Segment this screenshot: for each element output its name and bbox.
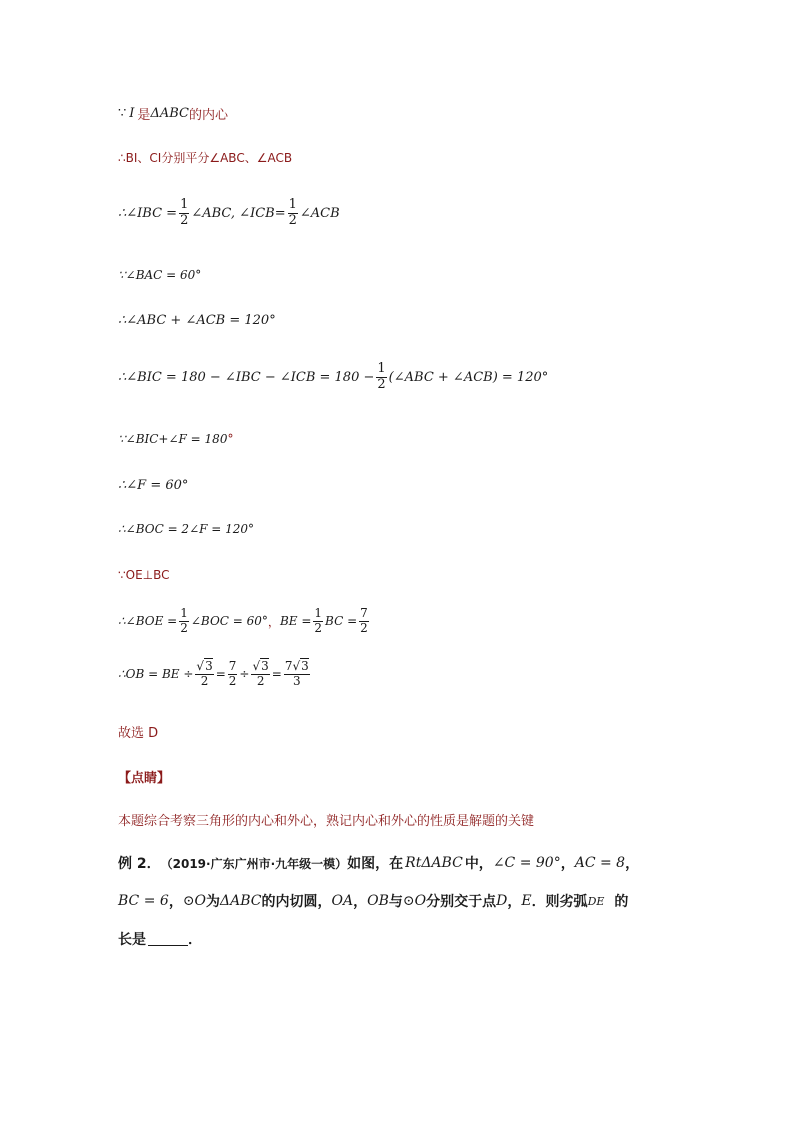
angle-c: ∠C = 90° (492, 855, 561, 871)
expr-pre: ∴∠BIC = 180 − ∠IBC − ∠ICB = 180 − (118, 369, 375, 385)
line-answer: 故选 D (118, 726, 159, 741)
text-as-shown: 如图，在 (347, 856, 404, 872)
line-incenter (118, 104, 228, 123)
example-line-2 (118, 891, 628, 911)
text-period: ． (188, 932, 202, 948)
expr-pre: ∴∠BOE = (118, 614, 178, 629)
example-line-3 (118, 929, 202, 949)
comma: ， (267, 614, 280, 629)
numerator: 1 (180, 606, 188, 620)
text-length-is: 长是 (118, 932, 146, 948)
triangle-abc: ΔABC (150, 106, 189, 121)
text-then-arc: ．则劣弧 (531, 894, 588, 910)
text-of: 的 (614, 894, 629, 910)
side-ac: AC = 8 (574, 855, 626, 871)
degree-symbol: ° (227, 432, 234, 446)
denominator: 2 (180, 620, 188, 635)
arc-de: DE (587, 894, 605, 908)
line-bic-f (118, 432, 233, 446)
denominator: 2 (377, 376, 386, 392)
fraction-half (376, 362, 386, 393)
radicand: 3 (205, 659, 213, 673)
equals-1: = (215, 667, 226, 682)
separator: ， (507, 894, 522, 910)
radicand: 3 (261, 659, 269, 673)
line-bac: ∵∠BAC = 60° (118, 268, 202, 282)
text-incenter: 的内心 (188, 108, 228, 123)
separator: ， (353, 894, 368, 910)
radicand: 3 (301, 659, 309, 673)
numerator: 1 (377, 361, 386, 376)
var-i: I (129, 106, 135, 121)
answer-blank[interactable] (148, 933, 188, 946)
divide: ÷ (239, 667, 250, 682)
denominator: 2 (256, 673, 265, 688)
expr-bc: BC = (325, 614, 358, 629)
circle-o-2: ⊙O (402, 893, 427, 909)
because-symbol: ∵ (118, 106, 127, 121)
line-perpendicular: ∵OE⊥BC (118, 568, 170, 582)
segment-ob: OB (367, 893, 389, 909)
fraction-3 (359, 607, 369, 636)
numerator-sqrt: √3 (196, 659, 213, 673)
text-intersect: 分别交于点 (426, 894, 497, 910)
expr-pre: ∴OB = BE ÷ (118, 667, 194, 682)
line-bisect: ∴BI、CI分别平分∠ABC、∠ACB (118, 151, 293, 165)
expr-be: BE = (279, 614, 312, 629)
point-d: D (496, 893, 508, 909)
numerator: 1 (180, 197, 189, 212)
denominator: 2 (200, 673, 209, 688)
text-is: 为 (206, 894, 221, 910)
separator: ， (625, 856, 640, 872)
expr-mid: ∠BOC = 60° (190, 614, 268, 629)
fraction-1 (179, 607, 189, 636)
numerator: 7 (360, 606, 368, 620)
expr-pre: ∴∠IBC = (118, 205, 178, 221)
line-f: ∴∠F = 60° (118, 478, 189, 493)
denominator: 2 (288, 212, 297, 228)
fraction-7-over-2 (228, 660, 238, 689)
triangle-abc: ΔABC (220, 893, 262, 909)
line-boc: ∴∠BOC = 2∠F = 120° (118, 522, 255, 536)
expr-post: (∠ABC + ∠ACB) = 120° (388, 369, 549, 385)
point-e: E (521, 893, 532, 909)
fraction-2 (313, 607, 323, 636)
expr-post: ∠ACB (299, 205, 340, 221)
denominator: 2 (314, 620, 323, 635)
denominator: 2 (180, 212, 189, 228)
text-in: 中， (464, 856, 493, 872)
denominator: 3 (292, 673, 301, 688)
equals-2: = (271, 667, 282, 682)
fraction-7sqrt3-over-3 (284, 660, 310, 689)
segment-oa: OA (331, 893, 354, 909)
numerator: 7 (228, 659, 237, 673)
numerator: 1 (288, 197, 297, 212)
expr-mid: ∠ABC, ∠ICB= (191, 205, 286, 221)
fraction-half-1 (179, 198, 189, 229)
circle-o: ⊙O (182, 893, 207, 909)
example-line-1 (118, 853, 639, 873)
text-and: 与 (388, 894, 403, 910)
numerator-sqrt: √3 (252, 659, 269, 673)
example-label: 例 2． (118, 856, 161, 872)
fraction-sqrt3-over-2 (195, 660, 213, 689)
denominator: 2 (228, 673, 237, 688)
heading-comment: 【点睛】 (118, 771, 171, 786)
fraction-sqrt3-over-2-b (251, 660, 269, 689)
line-ob (118, 660, 312, 689)
separator: ， (168, 894, 183, 910)
text-incircle: 的内切圆， (261, 894, 332, 910)
line-bic (118, 362, 548, 393)
comment-text: 本题综合考察三角形的内心和外心，熟记内心和外心的性质是解题的关键 (118, 814, 535, 829)
example-source: （2019·广东广州市·九年级一模） (160, 856, 348, 871)
text-is: 是 (137, 108, 151, 123)
numerator: 1 (314, 606, 323, 620)
fraction-half-2 (288, 198, 298, 229)
line-sum-angles: ∴∠ABC + ∠ACB = 120° (118, 313, 276, 328)
line-boe (118, 607, 371, 636)
side-bc: BC = 6 (118, 893, 169, 909)
line-half-angles (118, 198, 340, 229)
numerator-sqrt: 7√3 (284, 659, 309, 673)
separator: ， (560, 856, 575, 872)
coefficient: 7 (284, 659, 293, 673)
triangle-rt-abc: RtΔABC (405, 855, 463, 871)
denominator: 2 (360, 620, 368, 635)
expr-text: ∵∠BIC+∠F = 180 (118, 432, 228, 446)
